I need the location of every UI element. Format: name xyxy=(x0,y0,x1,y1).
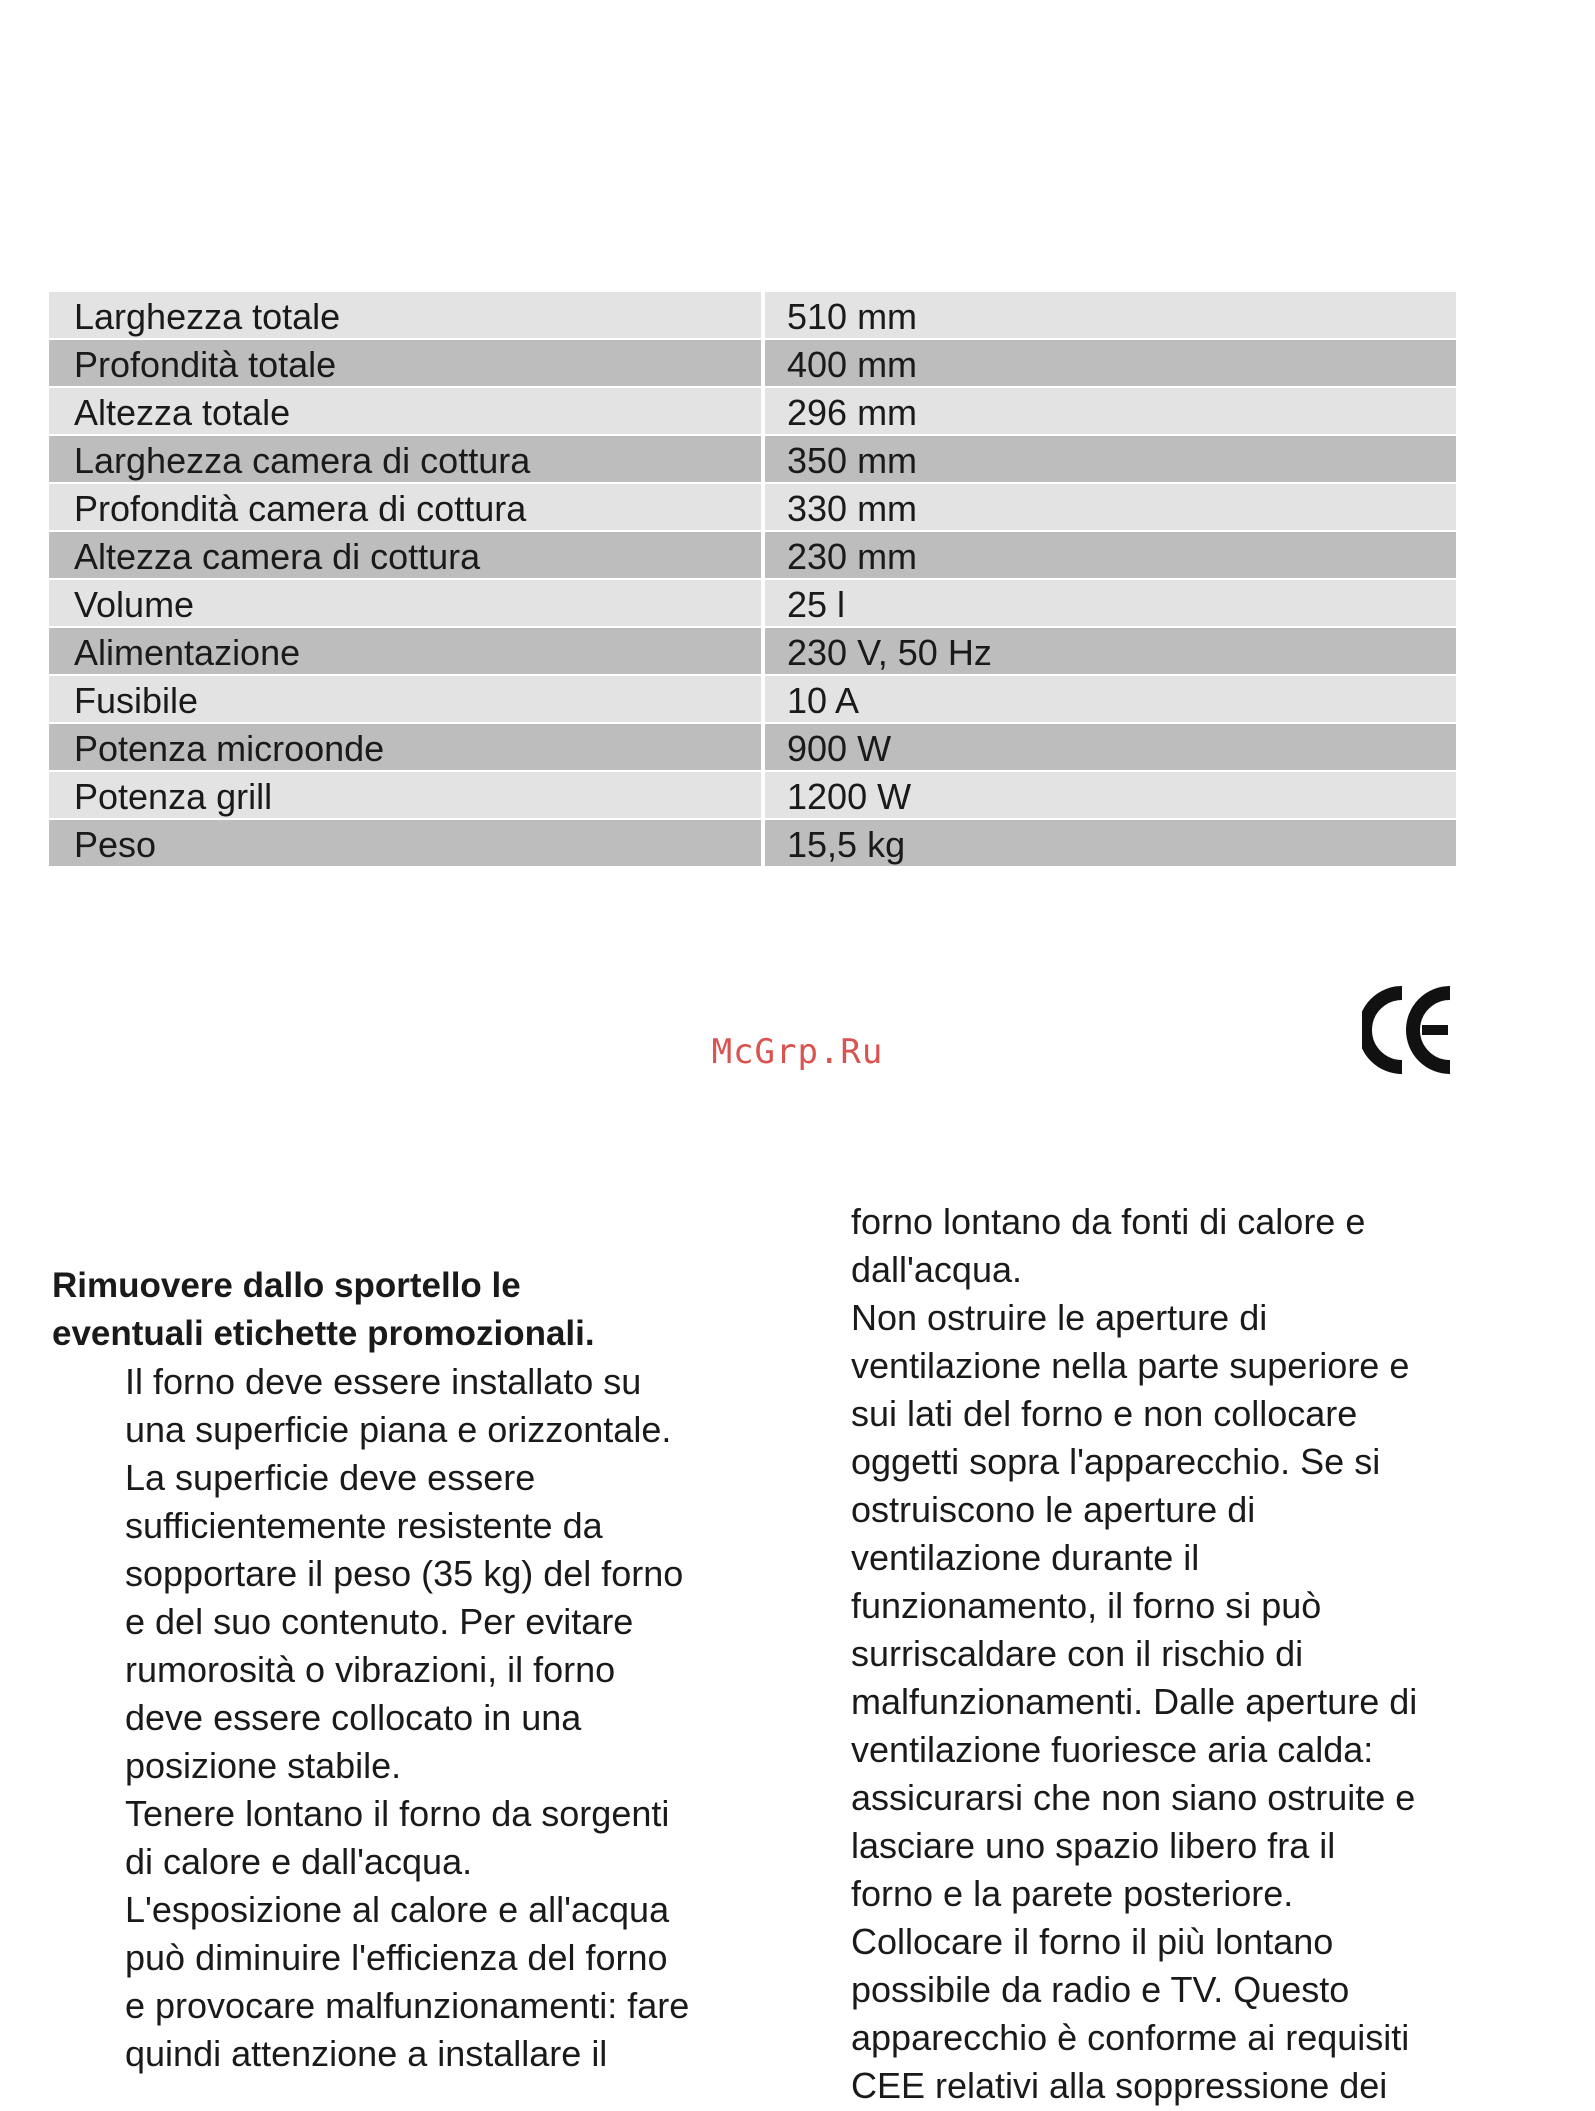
text-line: CEE relativi alla soppressione dei xyxy=(851,2065,1388,2106)
text-line: funzionamento, il forno si può xyxy=(851,1585,1322,1626)
text-line: Collocare il forno il più lontano xyxy=(851,1921,1334,1962)
spec-row xyxy=(49,676,1456,724)
spec-row xyxy=(49,292,1456,340)
spec-label: Fusibile xyxy=(49,676,761,722)
heading-line: eventuali etichette promozionali. xyxy=(52,1314,595,1353)
spec-label: Peso xyxy=(49,820,761,866)
spec-row xyxy=(49,580,1456,628)
text-line: possibile da radio e TV. Questo xyxy=(851,1969,1350,2010)
text-line: Non ostruire le aperture di xyxy=(851,1297,1268,1338)
spec-value: 350 mm xyxy=(765,436,1456,482)
spec-label: Larghezza camera di cottura xyxy=(49,436,761,482)
ce-mark-icon xyxy=(1362,985,1454,1075)
spec-row xyxy=(49,532,1456,580)
text-line: e del suo contenuto. Per evitare xyxy=(125,1601,634,1642)
text-line: apparecchio è conforme ai requisiti xyxy=(851,2017,1410,2058)
spec-value: 330 mm xyxy=(765,484,1456,530)
text-line: sufficientemente resistente da xyxy=(125,1505,603,1546)
spec-label: Alimentazione xyxy=(49,628,761,674)
text-line: surriscaldare con il rischio di xyxy=(851,1633,1304,1674)
text-line: quindi attenzione a installare il xyxy=(125,2033,608,2074)
spec-label: Potenza grill xyxy=(49,772,761,818)
spec-label: Potenza microonde xyxy=(49,724,761,770)
text-line: può diminuire l'efficienza del forno xyxy=(125,1937,668,1978)
text-line: assicurarsi che non siano ostruite e xyxy=(851,1777,1416,1818)
text-line: sopportare il peso (35 kg) del forno xyxy=(125,1553,684,1594)
text-line: forno e la parete posteriore. xyxy=(851,1873,1294,1914)
watermark-link[interactable]: McGrp.Ru xyxy=(711,1032,884,1072)
section-heading xyxy=(52,1262,752,1358)
spec-row xyxy=(49,628,1456,676)
heading-line: Rimuovere dallo sportello le xyxy=(52,1266,521,1305)
text-line: posizione stabile. xyxy=(125,1745,402,1786)
text-line: e provocare malfunzionamenti: fare xyxy=(125,1985,690,2026)
spec-value: 230 mm xyxy=(765,532,1456,578)
spec-value: 1200 W xyxy=(765,772,1456,818)
left-column xyxy=(52,1262,752,2078)
spec-row xyxy=(49,340,1456,388)
spec-label: Profondità totale xyxy=(49,340,761,386)
spec-row xyxy=(49,436,1456,484)
spec-value: 296 mm xyxy=(765,388,1456,434)
spec-label: Larghezza totale xyxy=(49,292,761,338)
text-line: forno lontano da fonti di calore e xyxy=(851,1201,1366,1242)
spec-value: 400 mm xyxy=(765,340,1456,386)
text-line: ventilazione fuoriesce aria calda: xyxy=(851,1729,1374,1770)
spec-label: Volume xyxy=(49,580,761,626)
text-line: dall'acqua. xyxy=(851,1249,1022,1290)
spec-value: 900 W xyxy=(765,724,1456,770)
spec-label: Altezza totale xyxy=(49,388,761,434)
text-line: L'esposizione al calore e all'acqua xyxy=(125,1889,670,1930)
spec-value: 15,5 kg xyxy=(765,820,1456,866)
text-line: malfunzionamenti. Dalle aperture di xyxy=(851,1681,1418,1722)
text-line: ventilazione nella parte superiore e xyxy=(851,1345,1410,1386)
spec-row xyxy=(49,724,1456,772)
text-line: di calore e dall'acqua. xyxy=(125,1841,473,1882)
text-line: ostruiscono le aperture di xyxy=(851,1489,1256,1530)
right-column xyxy=(851,1198,1501,2110)
text-line: oggetti sopra l'apparecchio. Se si xyxy=(851,1441,1381,1482)
spec-row xyxy=(49,820,1456,868)
body-paragraph xyxy=(52,1358,752,2078)
spec-table xyxy=(49,292,1456,868)
spec-row xyxy=(49,388,1456,436)
text-line: deve essere collocato in una xyxy=(125,1697,582,1738)
spec-value: 25 l xyxy=(765,580,1456,626)
spec-label: Altezza camera di cottura xyxy=(49,532,761,578)
spec-row xyxy=(49,484,1456,532)
body-paragraph xyxy=(851,1198,1501,2110)
text-line: Il forno deve essere installato su xyxy=(125,1361,642,1402)
spec-value: 10 A xyxy=(765,676,1456,722)
text-line: lasciare uno spazio libero fra il xyxy=(851,1825,1336,1866)
text-line: Tenere lontano il forno da sorgenti xyxy=(125,1793,670,1834)
spec-value: 230 V, 50 Hz xyxy=(765,628,1456,674)
text-line: rumorosità o vibrazioni, il forno xyxy=(125,1649,616,1690)
text-line: ventilazione durante il xyxy=(851,1537,1200,1578)
text-line: una superficie piana e orizzontale. xyxy=(125,1409,672,1450)
spec-value: 510 mm xyxy=(765,292,1456,338)
spec-label: Profondità camera di cottura xyxy=(49,484,761,530)
text-line: La superficie deve essere xyxy=(125,1457,536,1498)
text-line: sui lati del forno e non collocare xyxy=(851,1393,1358,1434)
spec-row xyxy=(49,772,1456,820)
